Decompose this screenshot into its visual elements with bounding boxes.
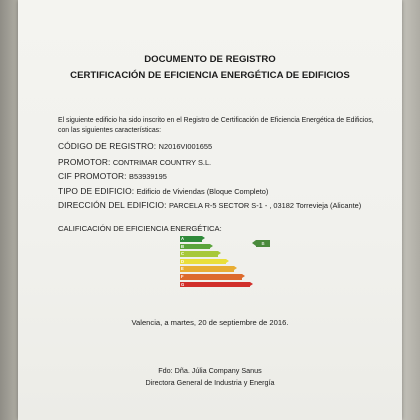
field-value: CONTRIMAR COUNTRY S.L. <box>112 158 212 167</box>
energy-scale-graphic <box>180 236 260 292</box>
energy-class-bar: B <box>180 244 210 250</box>
energy-class-bar: F <box>180 274 242 280</box>
signatory-title: Directora General de Industria y Energía <box>145 378 275 387</box>
energy-class-arrow-tip <box>202 236 205 240</box>
field-label: TIPO DE EDIFICIO: <box>58 186 137 196</box>
energy-rating-heading: CALIFICACIÓN DE EFICIENCIA ENERGÉTICA: <box>58 224 222 233</box>
energy-class-arrow-tip <box>226 259 229 263</box>
field-promoter <box>58 157 211 167</box>
place-and-date: Valencia, a martes, 20 de septiembre de 2016. <box>131 318 289 327</box>
energy-class-arrow-tip <box>210 244 213 248</box>
field-label: DIRECCIÓN DEL EDIFICIO: <box>58 200 169 210</box>
energy-class-bar: D <box>180 259 226 265</box>
field-building-address <box>58 200 361 210</box>
energy-class-bar: G <box>180 282 250 288</box>
energy-class-arrow-tip <box>250 282 253 286</box>
rating-letter: B <box>256 240 270 247</box>
field-value: Edificio de Viviendas (Bloque Completo) <box>136 187 269 196</box>
energy-class-bar: A <box>180 236 202 242</box>
energy-rating-indicator <box>252 240 270 247</box>
field-label: CIF PROMOTOR: <box>58 171 130 181</box>
intro-paragraph: El siguiente edificio ha sido inscrito en el Registro de Certificación de Eficiencia Energética de Edificios, con las siguientes características: <box>58 117 374 134</box>
energy-class-arrow-tip <box>242 274 245 278</box>
field-value: PARCELA R-5 SECTOR S-1 - , 03182 Torrevieja (Alicante) <box>168 201 362 210</box>
field-label: PROMOTOR: <box>58 157 113 167</box>
energy-class-arrow-tip <box>218 251 221 255</box>
document-subtitle: CERTIFICACIÓN DE EFICIENCIA ENERGÉTICA DE EDIFICIOS <box>70 70 350 81</box>
energy-class-bar: C <box>180 251 218 257</box>
energy-class-arrow-tip <box>234 266 237 270</box>
field-building-type <box>58 186 268 196</box>
registration-document <box>18 0 402 420</box>
field-promoter-cif <box>58 171 167 181</box>
document-title: DOCUMENTO DE REGISTRO <box>144 54 276 65</box>
energy-class-bar: E <box>180 266 234 272</box>
field-label: CÓDIGO DE REGISTRO: <box>58 141 159 151</box>
field-value: N2016VI001655 <box>158 142 213 151</box>
field-value: B53939195 <box>129 172 167 181</box>
field-registration-code <box>58 141 212 151</box>
signatory-name: Fdo: Dña. Júlia Company Sanus <box>158 366 262 375</box>
